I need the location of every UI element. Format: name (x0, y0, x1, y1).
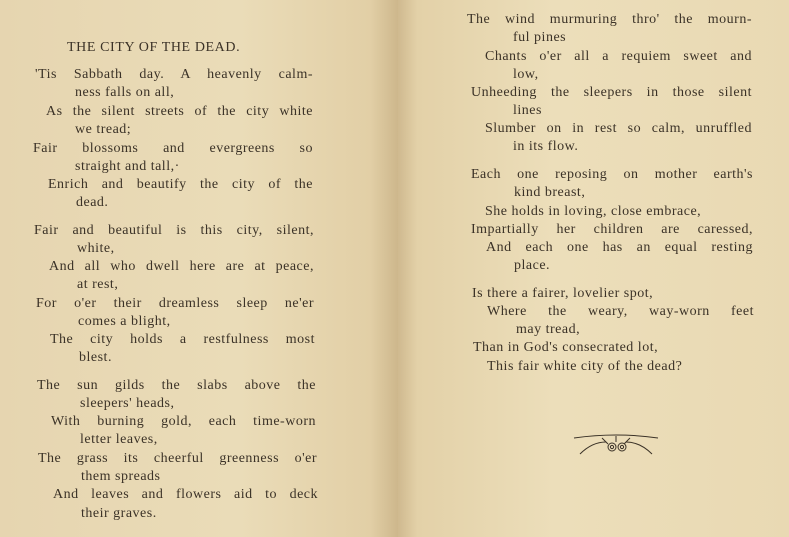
poem-line: And leaves and flowers aid to deck (53, 487, 318, 502)
decorative-ornament-icon (572, 432, 660, 456)
poem-line: Chants o'er all a requiem sweet and (485, 49, 752, 64)
poem-title: THE CITY OF THE DEAD. (67, 40, 241, 55)
poem-line: their graves. (81, 506, 157, 521)
poem-line: them spreads (81, 469, 161, 484)
poem-line: For o'er their dreamless sleep ne'er (36, 296, 314, 311)
poem-line: Where the weary, way-worn feet (487, 304, 754, 319)
poem-line: white, (77, 241, 115, 256)
poem-line: This fair white city of the dead? (487, 359, 683, 374)
poem-line: Fair blossoms and evergreens so (33, 141, 313, 156)
poem-line: She holds in loving, close embrace, (485, 204, 702, 219)
poem-line: lines (513, 103, 542, 118)
poem-line: low, (513, 67, 539, 82)
poem-line: The wind murmuring thro' the mourn- (467, 12, 752, 27)
poem-line: Unheeding the sleepers in those silent (471, 85, 752, 100)
poem-line: kind breast, (514, 185, 586, 200)
right-page (398, 0, 789, 537)
poem-line: 'Tis Sabbath day. A heavenly calm- (35, 67, 313, 82)
poem-line: at rest, (77, 277, 119, 292)
poem-line: And all who dwell here are at peace, (49, 259, 314, 274)
poem-line: The grass its cheerful greenness o'er (38, 451, 317, 466)
poem-line: Is there a fairer, lovelier spot, (472, 286, 654, 301)
poem-line: ness falls on all, (75, 85, 175, 100)
poem-line: comes a blight, (78, 314, 171, 329)
poem-line: The city holds a restfulness most (50, 332, 315, 347)
poem-line: Slumber on in rest so calm, unruffled (485, 121, 752, 136)
poem-line: Enrich and beautify the city of the (48, 177, 313, 192)
poem-line: sleepers' heads, (80, 396, 175, 411)
poem-line: ful pines (513, 30, 567, 45)
poem-line: Fair and beautiful is this city, silent, (34, 223, 314, 238)
poem-line: we tread; (75, 122, 132, 137)
poem-line: The sun gilds the slabs above the (37, 378, 316, 393)
poem-line: As the silent streets of the city white (46, 104, 313, 119)
poem-line: dead. (76, 195, 109, 210)
poem-line: may tread, (516, 322, 581, 337)
poem-line: Than in God's consecrated lot, (473, 340, 659, 355)
poem-line: With burning gold, each time-worn (51, 414, 316, 429)
poem-line: Each one reposing on mother earth's (471, 167, 753, 182)
poem-line: in its flow. (513, 139, 579, 154)
poem-line: blest. (79, 350, 112, 365)
poem-line: letter leaves, (80, 432, 158, 447)
poem-line: place. (514, 258, 551, 273)
poem-line: And each one has an equal resting (486, 240, 753, 255)
poem-line: straight and tall,· (75, 159, 180, 174)
poem-line: Impartially her children are caressed, (471, 222, 753, 237)
